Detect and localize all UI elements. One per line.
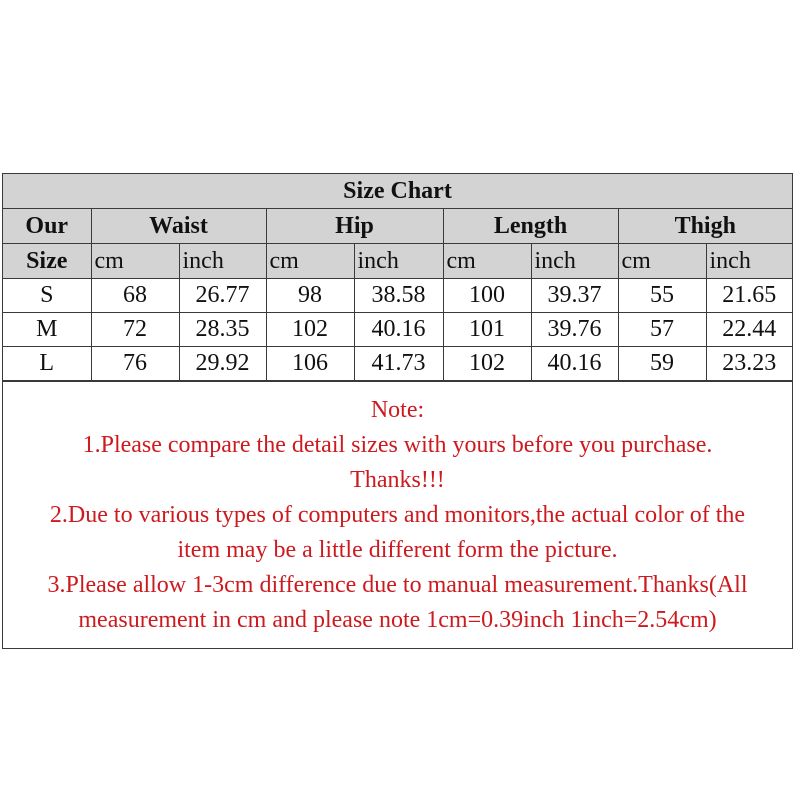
unit-hip-inch: inch (354, 244, 443, 279)
header-thigh: Thigh (618, 209, 792, 244)
waist-inch: 28.35 (179, 313, 266, 347)
size-label: L (3, 347, 91, 381)
table-row (3, 347, 792, 381)
waist-cm: 76 (91, 347, 179, 381)
note-line: item may be a little different form the picture. (177, 537, 618, 563)
hip-cm: 102 (266, 313, 354, 347)
size-chart (2, 173, 793, 649)
length-cm: 102 (443, 347, 531, 381)
length-cm: 101 (443, 313, 531, 347)
table-row (3, 313, 792, 347)
hip-inch: 38.58 (354, 279, 443, 313)
hip-inch: 41.73 (354, 347, 443, 381)
note-line: 3.Please allow 1-3cm difference due to manual measurement.Thanks(All (47, 572, 748, 598)
group-header-row (3, 209, 792, 244)
note-line: Thanks!!! (350, 467, 445, 493)
header-length: Length (443, 209, 618, 244)
length-inch: 40.16 (531, 347, 618, 381)
header-waist: Waist (91, 209, 266, 244)
unit-length-cm: cm (443, 244, 531, 279)
unit-waist-cm: cm (91, 244, 179, 279)
note-line: 1.Please compare the detail sizes with yours before you purchase. (82, 432, 713, 458)
size-chart-table (3, 174, 792, 381)
waist-inch: 29.92 (179, 347, 266, 381)
chart-title: Size Chart (3, 174, 792, 209)
hip-cm: 98 (266, 279, 354, 313)
size-label: M (3, 313, 91, 347)
table-row (3, 279, 792, 313)
thigh-cm: 55 (618, 279, 706, 313)
thigh-inch: 23.23 (706, 347, 792, 381)
thigh-inch: 21.65 (706, 279, 792, 313)
unit-waist-inch: inch (179, 244, 266, 279)
title-row (3, 174, 792, 209)
unit-hip-cm: cm (266, 244, 354, 279)
hip-cm: 106 (266, 347, 354, 381)
hip-inch: 40.16 (354, 313, 443, 347)
unit-thigh-cm: cm (618, 244, 706, 279)
length-inch: 39.76 (531, 313, 618, 347)
size-header-top: Our (3, 209, 91, 244)
header-hip: Hip (266, 209, 443, 244)
thigh-cm: 59 (618, 347, 706, 381)
length-inch: 39.37 (531, 279, 618, 313)
thigh-cm: 57 (618, 313, 706, 347)
notes-section (3, 381, 792, 648)
size-label: S (3, 279, 91, 313)
waist-cm: 68 (91, 279, 179, 313)
unit-thigh-inch: inch (706, 244, 792, 279)
waist-inch: 26.77 (179, 279, 266, 313)
length-cm: 100 (443, 279, 531, 313)
size-header-bottom: Size (3, 244, 91, 279)
unit-header-row (3, 244, 792, 279)
unit-length-inch: inch (531, 244, 618, 279)
thigh-inch: 22.44 (706, 313, 792, 347)
note-line: measurement in cm and please note 1cm=0.39inch 1inch=2.54cm) (78, 607, 717, 633)
note-heading: Note: (370, 397, 425, 423)
note-line: 2.Due to various types of computers and monitors,the actual color of the (49, 502, 746, 528)
waist-cm: 72 (91, 313, 179, 347)
